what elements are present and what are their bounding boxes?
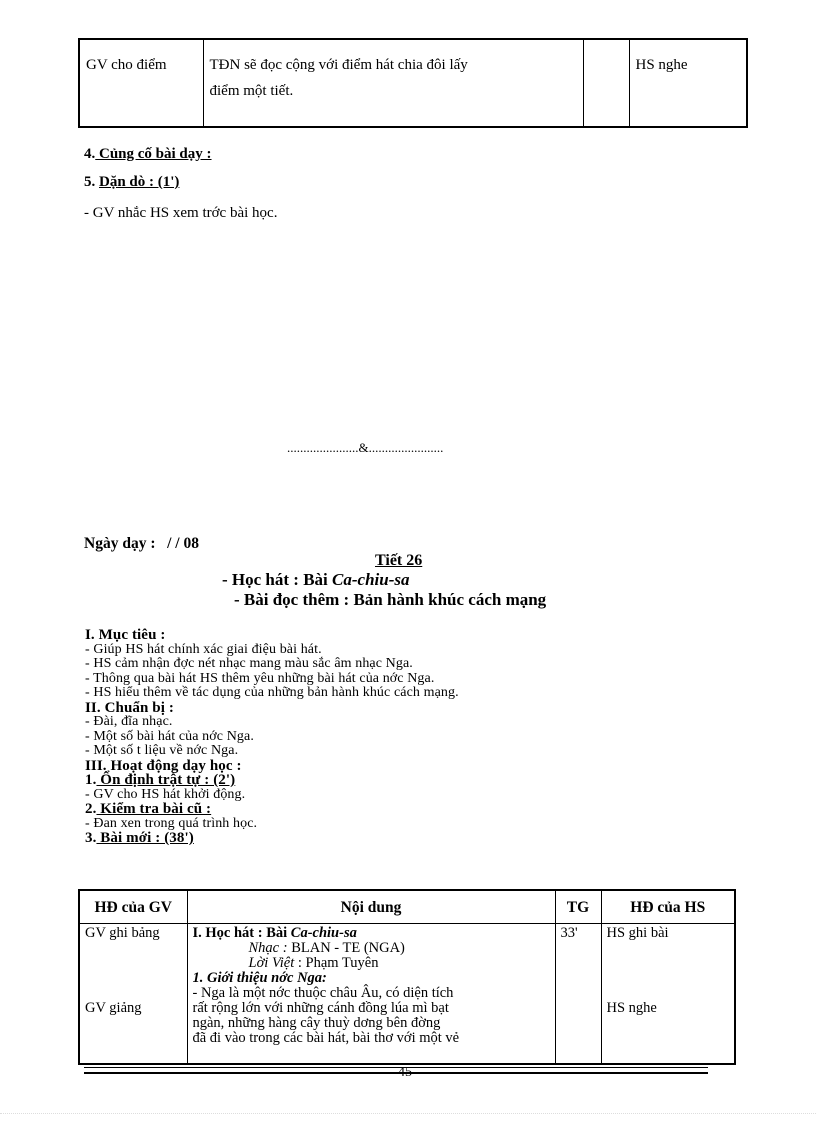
- time-column: 33': [555, 924, 601, 1065]
- page-edge: [0, 1113, 816, 1114]
- footer-rule: [84, 1072, 708, 1074]
- activity-2-item: - Đan xen trong quá trình học.: [85, 815, 258, 831]
- objective-item: - HS cảm nhận đợc nét nhạc mang màu sắc âm nhạc Nga.: [85, 656, 413, 671]
- grading-table: [78, 38, 748, 128]
- lesson-body: [85, 628, 459, 846]
- lesson-activity-table: [78, 889, 736, 1065]
- activity-2-heading: 2. Kiểm tra bài cũ :: [85, 801, 212, 817]
- activity-1-item: - GV cho HS hát khởi động.: [85, 786, 246, 802]
- objective-item: - Giúp HS hát chính xác giai điệu bài hát.: [85, 641, 322, 657]
- preparation-item: - Một số t liệu về nớc Nga.: [85, 743, 239, 758]
- hs-column: HS ghi bài HS nghe: [601, 924, 735, 1065]
- header-hs: HĐ của HS: [601, 890, 735, 924]
- preparation-item: - Một số bài hát của nớc Nga.: [85, 728, 254, 744]
- header-content: Nội dung: [187, 890, 555, 924]
- lesson-reading-title: - Bài đọc thêm : Bản hành khúc cách mạng: [234, 590, 547, 609]
- time-cell: [583, 39, 629, 127]
- objective-item: - HS hiểu thêm về tác dụng của những bản hành khúc cách mạng.: [85, 685, 459, 700]
- section-4-heading: 4. Củng cố bài dạy :: [84, 146, 212, 162]
- header-gv: HĐ của GV: [79, 890, 187, 924]
- lesson-number: Tiết 26: [375, 552, 423, 569]
- teaching-date: Ngày dạy : / / 08: [84, 535, 199, 552]
- preparation-heading: II. Chuẩn bị :: [85, 699, 174, 716]
- homework-note: - GV nhắc HS xem trớc bài học.: [84, 205, 278, 221]
- hs-activity-cell: HS nghe: [629, 39, 747, 127]
- lesson-song-title: - Học hát : Bài Ca-chiu-sa: [222, 570, 410, 589]
- header-time: TG: [555, 890, 601, 924]
- activity-1-heading: 1. Ổn định trật tự : (2'): [85, 772, 236, 788]
- gv-activity-cell: GV cho điểm: [79, 39, 203, 127]
- page-number: 45: [398, 1066, 412, 1078]
- content-column: I. Học hát : Bài Ca-chiu-sa Nhạc : BLAN - TE (NGA) Lời Việt : Phạm Tuyên 1. Giới thiệu nớc Nga: - Nga là một nớc thuộc châu Âu, có diện tích rất rộng lớn với những cánh đồng lúa mì bạt ngàn, những hàng cây thuỳ dơng bên đờng đã đi vào trong các bài hát, bài thơ với một vẻ: [187, 924, 555, 1065]
- gv-column: GV ghi bảng GV giảng: [79, 924, 187, 1065]
- preparation-item: - Đài, đĩa nhạc.: [85, 714, 173, 729]
- section-5-heading: 5. Dặn dò : (1'): [84, 174, 180, 190]
- footer-rule: [84, 1067, 708, 1068]
- objective-item: - Thông qua bài hát HS thêm yêu những bài hát của nớc Nga.: [85, 670, 435, 686]
- activity-3-heading: 3. Bài mới : (38'): [85, 830, 194, 846]
- activities-heading: III. Hoạt động dạy học :: [85, 757, 242, 774]
- content-cell: TĐN sẽ đọc cộng với điểm hát chia đôi lấy điểm một tiết.: [203, 39, 583, 127]
- objectives-heading: I. Mục tiêu :: [85, 627, 166, 643]
- section-separator: ......................&.......................: [287, 440, 444, 455]
